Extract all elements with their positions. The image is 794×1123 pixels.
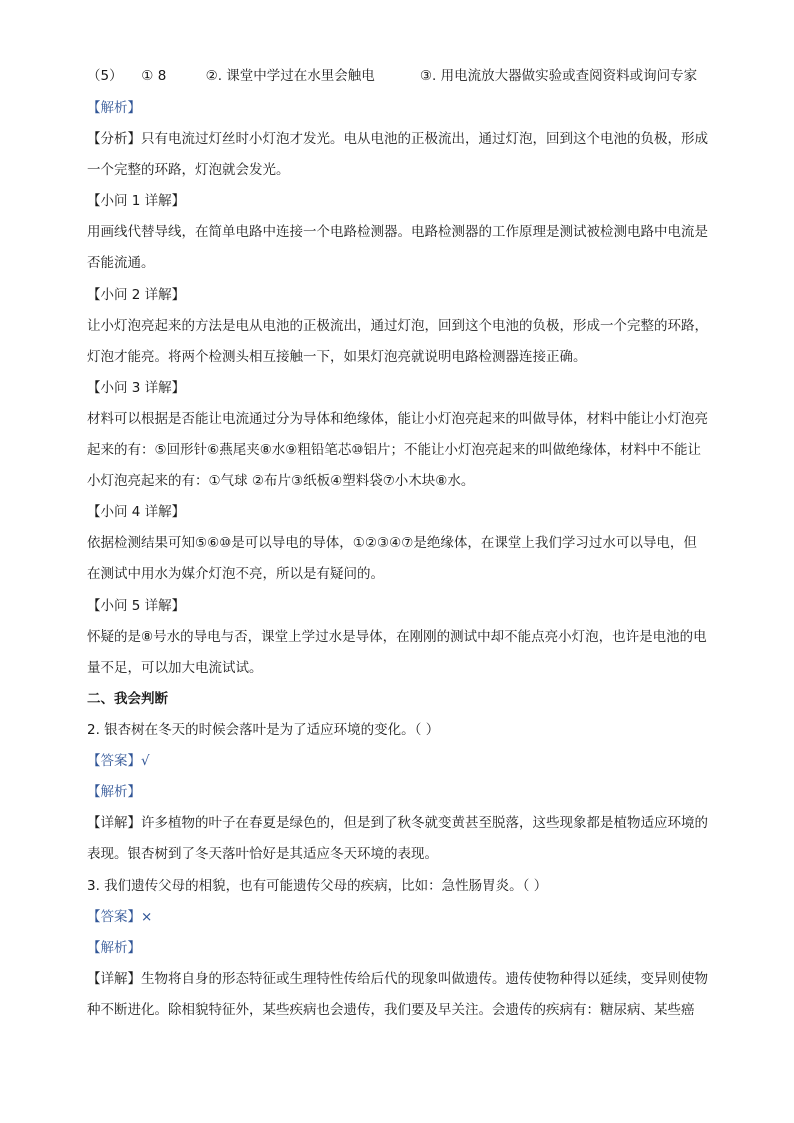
- paragraph-line: 【详解】许多植物的叶子在春夏是绿色的，但是到了秋冬就变黄甚至脱落，这些现象都是植物适应环境的: [87, 815, 708, 831]
- question-2: 2. 银杏树在冬天的时候会落叶是为了适应环境的变化。（ ）: [87, 722, 440, 738]
- paragraph-line: 一个完整的环路，灯泡就会发光。: [87, 162, 290, 178]
- paragraph-line: 否能流通。: [87, 255, 155, 271]
- paragraph-line: 表现。银杏树到了冬天落叶恰好是其适应冬天环境的表现。: [87, 846, 438, 862]
- section-tag-analysis: 【解析】: [87, 100, 141, 116]
- answer-tag-q2: 【答案】√: [87, 753, 150, 769]
- paragraph-line: 量不足，可以加大电流试试。: [87, 660, 263, 676]
- answer-3: ③. 用电流放大器做实验或查阅资料或询问专家: [419, 68, 698, 84]
- paragraph-line: 在测试中用水为媒介灯泡不亮，所以是有疑问的。: [87, 566, 384, 582]
- section-tag-subq1: 【小问 1 详解】: [87, 193, 186, 209]
- analysis-tag-q2: 【解析】: [87, 784, 141, 800]
- section-heading: 二、我会判断: [87, 691, 168, 707]
- section-tag-subq5: 【小问 5 详解】: [87, 598, 186, 614]
- paragraph-line: 材料可以根据是否能让电流通过分为导体和绝缘体，能让小灯泡亮起来的叫做导体，材料中能让小灯泡亮: [87, 411, 708, 427]
- analysis-tag-q3: 【解析】: [87, 940, 141, 956]
- question-3: 3. 我们遗传父母的相貌，也有可能遗传父母的疾病，比如：急性肠胃炎。（ ）: [87, 878, 548, 894]
- paragraph-line: 怀疑的是⑧号水的导电与否，课堂上学过水是导体，在刚刚的测试中却不能点亮小灯泡，也许是电池的电: [87, 629, 707, 645]
- paragraph-line: 小灯泡亮起来的有：①气球 ②布片③纸板④塑料袋⑦小木块⑧水。: [87, 473, 475, 489]
- paragraph-line: 让小灯泡亮起来的方法是电从电池的正极流出，通过灯泡，回到这个电池的负极，形成一个完整的环路，: [87, 318, 708, 334]
- section-tag-subq2: 【小问 2 详解】: [87, 287, 186, 303]
- section-tag-subq4: 【小问 4 详解】: [87, 504, 186, 520]
- paragraph-line: 灯泡才能亮。将两个检测头相互接触一下，如果灯泡亮就说明电路检测器连接正确。: [87, 349, 587, 365]
- answer-1: ① 8: [141, 68, 167, 84]
- question-number: （5）: [87, 68, 123, 84]
- answer-tag-q3: 【答案】×: [87, 909, 153, 925]
- paragraph-line: 【分析】只有电流过灯丝时小灯泡才发光。电从电池的正极流出，通过灯泡，回到这个电池的负极，形成: [87, 131, 708, 147]
- answer-2: ②. 课堂中学过在水里会触电: [205, 68, 375, 84]
- paragraph-line: 起来的有：⑤回形针⑥燕尾夹⑧水⑨粗铅笔芯⑩铝片；不能让小灯泡亮起来的叫做绝缘体，材料中不能让: [87, 442, 702, 458]
- answer-row-q5: [87, 67, 727, 85]
- paragraph-line: 种不断进化。除相貌特征外，某些疾病也会遗传，我们要及早关注。会遗传的疾病有：糖尿病、某些癌: [87, 1002, 695, 1018]
- paragraph-line: 用画线代替导线，在简单电路中连接一个电路检测器。电路检测器的工作原理是测试被检测电路中电流是: [87, 224, 708, 240]
- paragraph-line: 【详解】生物将自身的形态特征或生理特性传给后代的现象叫做遗传。遗传使物种得以延续，变异则使物: [87, 971, 708, 987]
- paragraph-line: 依据检测结果可知⑤⑥⑩是可以导电的导体，①②③④⑦是绝缘体，在课堂上我们学习过水可以导电，但: [87, 535, 697, 551]
- section-tag-subq3: 【小问 3 详解】: [87, 380, 186, 396]
